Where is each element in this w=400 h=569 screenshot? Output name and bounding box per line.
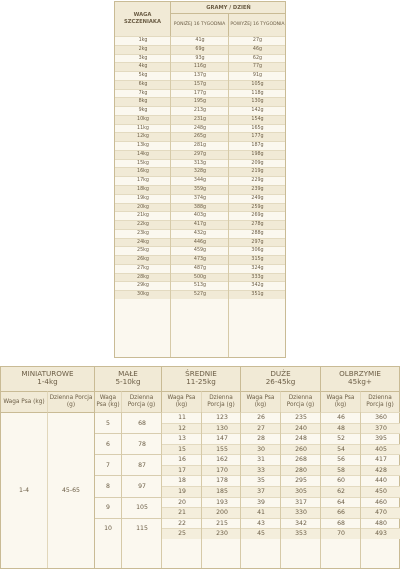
table-row [115, 45, 285, 54]
weight-cell: 17kg [137, 178, 149, 184]
grams-per-day-header: GRAMY / DZIEŃ [171, 2, 286, 14]
giant-weight-cell: 70 [337, 530, 345, 538]
large-portion-cell: 295 [295, 477, 307, 485]
medium-weight-cell: 18 [178, 477, 186, 485]
grams-cell: 229g [251, 178, 264, 184]
weight-cell: 15kg [137, 160, 149, 166]
grams-cell: 41g [195, 38, 205, 43]
over-16-weeks-header: POWYŻEJ 16 TYGODNIA [230, 22, 285, 27]
grams-cell: 297g [193, 151, 207, 157]
medium-portion-cell: 155 [216, 445, 228, 453]
giant-weight-cell: 62 [337, 487, 345, 495]
mini-portion-cell: 45-65 [48, 412, 95, 568]
grams-cell: 446g [193, 239, 207, 245]
medium-weight-cell: 20 [178, 498, 186, 506]
mini-weight-cell: 1-4 [1, 412, 48, 568]
large-portion-cell: 280 [295, 466, 307, 474]
group-header-large [241, 367, 321, 391]
grams-cell: 403g [193, 213, 207, 219]
table-row [115, 150, 285, 159]
giant-portion-cell: 428 [375, 466, 387, 474]
grams-cell: 62g [252, 55, 263, 61]
giant-portion-cell: 370 [375, 424, 387, 432]
table-row [115, 246, 285, 255]
large-weight-cell: 30 [257, 445, 265, 453]
medium-weight-cell: 19 [178, 487, 186, 495]
small-weight-cell: 9 [95, 497, 122, 518]
group-name: ŚREDNIE [185, 369, 217, 378]
giant-weight-cell: 52 [337, 435, 345, 443]
weight-cell: 29kg [137, 283, 149, 289]
weight-cell: 5kg [138, 73, 148, 79]
column-divider [360, 412, 361, 568]
medium-weight-cell: 13 [178, 435, 186, 443]
large-portion-cell: 342 [295, 519, 307, 527]
grams-cell: 154g [251, 116, 264, 122]
table-row [115, 97, 285, 106]
giant-portion-cell: 360 [375, 414, 387, 421]
small-weight-cell: 5 [95, 412, 122, 433]
grams-cell: 342g [251, 283, 264, 289]
medium-portion-cell: 162 [216, 456, 228, 464]
giant-weight-cell: 48 [337, 424, 345, 432]
weight-cell: 1kg [138, 38, 148, 43]
table-row [115, 194, 285, 203]
grams-cell: 359g [193, 187, 207, 193]
table-row [115, 290, 285, 299]
group-header-small [95, 367, 162, 391]
grams-cell: 198g [251, 151, 264, 157]
table-row [115, 264, 285, 273]
weight-cell: 7kg [138, 90, 148, 96]
column-divider [121, 412, 122, 568]
weight-cell: 6kg [138, 81, 148, 87]
weight-cell: 22kg [137, 222, 149, 228]
grams-cell: 513g [193, 283, 207, 289]
grams-cell: 219g [251, 169, 264, 175]
giant-portion-cell: 395 [375, 435, 387, 443]
large-weight-cell: 37 [257, 487, 265, 495]
grams-cell: 27g [252, 38, 263, 43]
column-divider [228, 36, 229, 357]
giant-weight-cell: 68 [337, 519, 345, 527]
giant-portion-cell: 493 [375, 530, 387, 538]
table-row [115, 36, 285, 45]
grams-cell: 209g [251, 160, 264, 166]
medium-portion-cell: 193 [216, 498, 228, 506]
col-weight-header: Waga Psa (kg) [162, 391, 202, 412]
table-row [115, 229, 285, 238]
group-range: 5-10kg [115, 377, 141, 386]
table-row [115, 62, 285, 71]
table-row [115, 203, 285, 212]
group-header-medium [162, 367, 241, 391]
giant-weight-cell: 56 [337, 456, 345, 464]
medium-weight-cell: 17 [178, 466, 186, 474]
table-row [115, 220, 285, 229]
weight-cell: 8kg [138, 99, 148, 105]
grams-cell: 93g [195, 55, 205, 61]
table-row [115, 281, 285, 290]
weight-cell: 18kg [137, 187, 149, 193]
grams-cell: 328g [193, 169, 207, 175]
col-portion-header: Dzienna Porcja (g) [48, 391, 95, 412]
table-row [115, 159, 285, 168]
weight-cell: 24kg [137, 239, 149, 245]
weight-cell: 28kg [137, 274, 149, 280]
group-header-mini [1, 367, 95, 391]
column-divider [280, 412, 281, 568]
large-portion-cell: 268 [295, 456, 307, 464]
grams-cell: 105g [251, 81, 264, 87]
table-row [115, 106, 285, 115]
col-portion-header: Dzienna Porcja (g) [202, 391, 241, 412]
table-row [115, 132, 285, 141]
grams-cell: 269g [251, 213, 264, 219]
table-row [162, 444, 400, 455]
table-row [115, 185, 285, 194]
giant-weight-cell: 46 [337, 414, 345, 421]
weight-cell: 13kg [137, 143, 149, 149]
large-weight-cell: 27 [257, 424, 265, 432]
small-portion-cell: 87 [122, 454, 162, 475]
table-row [162, 475, 400, 486]
medium-portion-cell: 185 [216, 487, 228, 495]
grams-cell: 231g [193, 116, 207, 122]
medium-weight-cell: 11 [178, 414, 186, 421]
grams-cell: 265g [193, 134, 207, 140]
medium-portion-cell: 200 [216, 509, 228, 517]
large-weight-cell: 31 [257, 456, 265, 464]
grams-cell: 351g [251, 292, 264, 298]
weight-cell: 16kg [137, 169, 149, 175]
large-portion-cell: 353 [295, 530, 307, 538]
small-portion-cell: 68 [122, 412, 162, 433]
table-row [115, 71, 285, 80]
col-weight-header: Waga Psa (kg) [1, 391, 48, 412]
table-row [162, 465, 400, 476]
medium-portion-cell: 123 [216, 414, 228, 421]
grams-cell: 77g [252, 64, 263, 70]
grams-cell: 473g [193, 257, 207, 263]
large-weight-cell: 45 [257, 530, 265, 538]
small-portion-cell: 105 [122, 497, 162, 518]
group-range: 26-45kg [265, 377, 296, 386]
grams-cell: 239g [251, 187, 264, 193]
grams-cell: 459g [193, 248, 207, 254]
table-row [162, 507, 400, 518]
weight-cell: 30kg [137, 292, 149, 298]
table-row [115, 176, 285, 185]
large-portion-cell: 260 [295, 445, 307, 453]
large-weight-cell: 33 [257, 466, 265, 474]
giant-portion-cell: 440 [375, 477, 387, 485]
grams-cell: 249g [251, 195, 264, 201]
col-portion-header: Dzienna Porcja (g) [361, 391, 399, 412]
grams-cell: 306g [251, 248, 264, 254]
medium-portion-cell: 178 [216, 477, 228, 485]
weight-cell: 26kg [137, 257, 149, 263]
adult-feeding-table [0, 366, 400, 569]
weight-cell: 20kg [137, 204, 149, 210]
medium-portion-cell: 170 [216, 466, 228, 474]
group-name: MINIATUROWE [21, 369, 74, 378]
under-16-weeks-header: PONIŻEJ 16 TYGODNIA [171, 14, 229, 36]
giant-portion-cell: 460 [375, 498, 387, 506]
medium-portion-cell: 130 [216, 424, 228, 432]
grams-cell: 142g [251, 108, 264, 114]
giant-weight-cell: 66 [337, 509, 345, 517]
col-portion-header: Dzienna Porcja (g) [281, 391, 321, 412]
grams-cell: 417g [193, 222, 207, 228]
column-divider [201, 412, 202, 568]
grams-cell: 527g [193, 292, 207, 298]
grams-cell: 213g [193, 108, 207, 114]
giant-portion-cell: 417 [375, 456, 387, 464]
giant-portion-cell: 450 [375, 487, 387, 495]
medium-portion-cell: 230 [216, 530, 228, 538]
small-weight-cell: 6 [95, 433, 122, 454]
medium-weight-cell: 16 [178, 456, 186, 464]
giant-portion-cell: 480 [375, 519, 387, 527]
small-portion-cell: 97 [122, 475, 162, 496]
table-row [115, 124, 285, 133]
large-portion-cell: 317 [295, 498, 307, 506]
table-row [115, 273, 285, 282]
weight-cell: 25kg [137, 248, 149, 254]
column-divider [161, 412, 162, 568]
large-portion-cell: 330 [295, 509, 307, 517]
grams-cell: 288g [251, 230, 264, 236]
medium-weight-cell: 25 [178, 530, 186, 538]
grams-cell: 259g [251, 204, 264, 210]
table-row [162, 423, 400, 434]
small-portion-cell: 115 [122, 518, 162, 539]
large-weight-cell: 28 [257, 435, 265, 443]
medium-portion-cell: 147 [216, 435, 228, 443]
small-weight-cell: 10 [95, 518, 122, 539]
column-divider [240, 412, 241, 568]
grams-cell: 333g [251, 274, 264, 280]
large-weight-cell: 41 [257, 509, 265, 517]
weight-cell: 11kg [137, 125, 149, 131]
weight-cell: 3kg [138, 55, 148, 61]
giant-weight-cell: 58 [337, 466, 345, 474]
large-weight-cell: 35 [257, 477, 265, 485]
giant-portion-cell: 405 [375, 445, 387, 453]
group-range: 11-25kg [186, 377, 216, 386]
medium-weight-cell: 15 [178, 445, 186, 453]
grams-cell: 344g [193, 178, 207, 184]
table-row [162, 497, 400, 508]
grams-cell: 116g [193, 64, 207, 70]
group-name: DUŻE [270, 369, 291, 378]
medium-weight-cell: 21 [178, 509, 186, 517]
table-row [115, 89, 285, 98]
small-weight-cell: 7 [95, 454, 122, 475]
weight-cell: 12kg [137, 134, 149, 140]
grams-cell: 91g [252, 73, 263, 79]
medium-weight-cell: 12 [178, 424, 186, 432]
puppy-weight-header: WAGA SZCZENIAKA [115, 2, 171, 36]
grams-cell: 487g [193, 265, 207, 271]
grams-cell: 374g [193, 195, 207, 201]
puppy-feeding-table [114, 1, 286, 358]
table-row [162, 433, 400, 444]
table-row [162, 412, 400, 423]
weight-cell: 21kg [137, 213, 149, 219]
grams-cell: 137g [193, 73, 207, 79]
weight-cell: 27kg [137, 265, 149, 271]
grams-cell: 313g [193, 160, 207, 166]
puppy-table-header [115, 2, 285, 36]
large-portion-cell: 248 [295, 435, 307, 443]
table-row [162, 528, 400, 539]
large-weight-cell: 43 [257, 519, 265, 527]
medium-portion-cell: 215 [216, 519, 228, 527]
grams-cell: 177g [251, 134, 264, 140]
col-weight-header: Waga Psa (kg) [241, 391, 281, 412]
large-weight-cell: 39 [257, 498, 265, 506]
giant-weight-cell: 54 [337, 445, 345, 453]
table-row [162, 486, 400, 497]
medium-weight-cell: 22 [178, 519, 186, 527]
large-portion-cell: 235 [295, 414, 307, 421]
table-row [115, 255, 285, 264]
column-divider [170, 36, 171, 357]
large-portion-cell: 305 [295, 487, 307, 495]
weight-cell: 10kg [137, 116, 149, 122]
weight-cell: 23kg [137, 230, 149, 236]
puppy-table-body [115, 36, 285, 299]
large-weight-cell: 26 [257, 414, 265, 421]
grams-cell: 157g [193, 81, 207, 87]
table-row [115, 211, 285, 220]
giant-weight-cell: 64 [337, 498, 345, 506]
table-row [115, 141, 285, 150]
group-range: 1-4kg [37, 377, 58, 386]
group-header-giant [321, 367, 399, 391]
weight-cell: 4kg [138, 64, 148, 70]
grams-cell: 177g [193, 90, 207, 96]
grams-cell: 46g [252, 46, 263, 52]
weight-cell: 2kg [138, 46, 148, 52]
grams-cell: 130g [251, 99, 264, 105]
group-name: MAŁE [118, 369, 138, 378]
weight-cell: 9kg [138, 108, 148, 114]
grams-cell: 432g [193, 230, 207, 236]
weight-cell: 19kg [137, 195, 149, 201]
table-row [115, 167, 285, 176]
col-portion-header: Dzienna Porcja (g) [122, 391, 162, 412]
group-name: OLBRZYMIE [339, 369, 381, 378]
grams-cell: 281g [193, 143, 207, 149]
column-divider [320, 412, 321, 568]
grams-cell: 278g [251, 222, 264, 228]
table-row [162, 518, 400, 529]
grams-cell: 118g [251, 90, 264, 96]
table-row [115, 115, 285, 124]
col-weight-header: Waga Psa (kg) [321, 391, 361, 412]
table-row [115, 238, 285, 247]
grams-cell: 195g [193, 99, 207, 105]
grams-cell: 248g [193, 125, 207, 131]
large-portion-cell: 240 [295, 424, 307, 432]
giant-portion-cell: 470 [375, 509, 387, 517]
grams-cell: 315g [251, 257, 264, 263]
table-row [115, 54, 285, 63]
group-range: 45kg+ [348, 377, 372, 386]
grams-cell: 69g [195, 46, 205, 52]
grams-cell: 187g [251, 143, 264, 149]
col-weight-header: Waga Psa (kg) [95, 391, 122, 412]
table-row [115, 80, 285, 89]
grams-cell: 165g [251, 125, 264, 131]
grams-cell: 500g [193, 274, 207, 280]
table-row [162, 454, 400, 465]
grams-cell: 388g [193, 204, 207, 210]
small-portion-cell: 78 [122, 433, 162, 454]
grams-cell: 297g [251, 239, 264, 245]
small-weight-cell: 8 [95, 475, 122, 496]
grams-cell: 324g [251, 265, 264, 271]
giant-weight-cell: 60 [337, 477, 345, 485]
weight-cell: 14kg [137, 151, 149, 157]
